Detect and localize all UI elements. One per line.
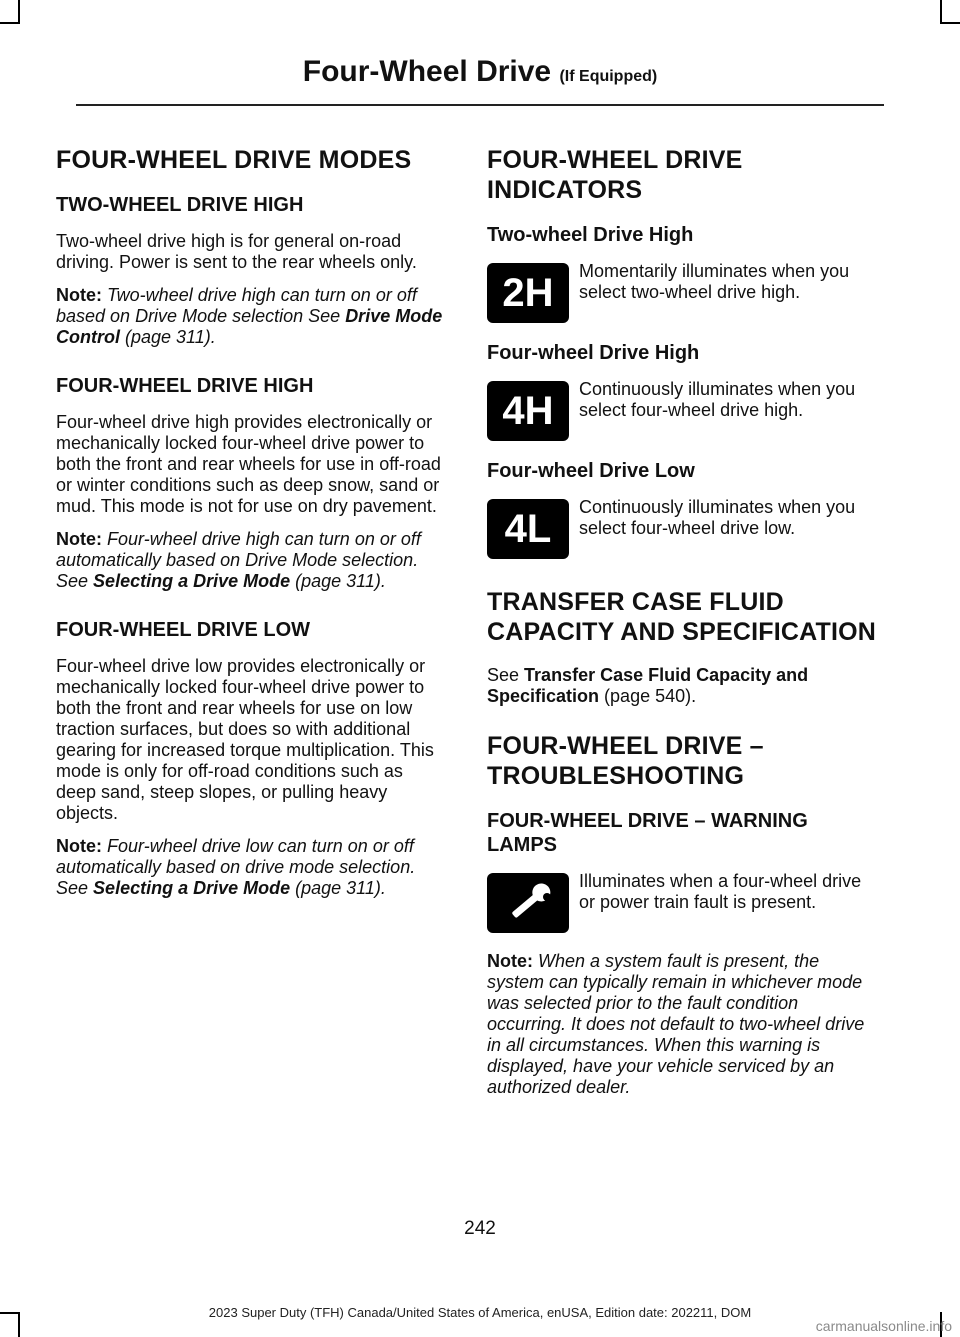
fwl-body: Four-wheel drive low provides electronically or mechanically locked four-wheel drive power to both the front and rear wheels for use on low traction surfaces, but does so with additional gearing for increased torque multiplication. This mode is only for off-road conditions such as deep sand, steep slopes, or pulling heavy objects.	[56, 656, 434, 823]
indicators-heading: FOUR-WHEEL DRIVE INDICATORS	[487, 146, 743, 204]
page-number: 242	[464, 1218, 496, 1239]
fwl-heading: FOUR-WHEEL DRIVE LOW	[56, 619, 311, 641]
wrench-icon	[487, 873, 569, 933]
fwh-body: Four-wheel drive high provides electronically or mechanically locked four-wheel drive power to both the front and rear wheels for use in off-road or winter conditions such as deep snow, sand or mud. This mode is not for use on dry pavement.	[56, 412, 441, 516]
page-ref: (page 311).	[295, 571, 386, 591]
note-label: Note:	[56, 285, 102, 305]
ind-4h-heading: Four-wheel Drive High	[487, 342, 700, 364]
ind-2h-text: Momentarily illuminates when you select two-wheel drive high.	[579, 261, 850, 302]
transfer-case-ref	[487, 665, 877, 707]
crop-mark	[940, 0, 942, 24]
drive-mode-control-link[interactable]: Drive Mode Control	[56, 306, 443, 347]
header-title: Four-Wheel Drive	[302, 55, 552, 88]
note-label: Note:	[56, 529, 102, 549]
selecting-drive-mode-link[interactable]: Selecting a Drive Mode	[93, 571, 291, 591]
indicator-2h	[487, 261, 877, 323]
selecting-drive-mode-link[interactable]: Selecting a Drive Mode	[93, 878, 291, 898]
indicator-wrench	[487, 871, 877, 933]
note-text: Four-wheel drive high can turn on or off automatically based on Drive Mode selection. See	[56, 529, 421, 591]
footer-text: 2023 Super Duty (TFH) Canada/United States of America, enUSA, Edition date: 202211, DOM	[208, 1305, 752, 1320]
indicator-4h	[487, 379, 877, 441]
ind-4l-text: Continuously illuminates when you select four-wheel drive low.	[579, 497, 856, 538]
troubleshooting-heading: FOUR-WHEEL DRIVE – TROUBLESHOOTING	[487, 732, 764, 790]
ind-2h-heading: Two-wheel Drive High	[487, 224, 694, 246]
right-column	[487, 145, 877, 1110]
page-ref: (page 311).	[125, 327, 216, 347]
ind-4h-text: Continuously illuminates when you select four-wheel drive high.	[579, 379, 856, 420]
crop-mark	[0, 22, 20, 24]
see-text: See	[487, 665, 520, 685]
fwl-note	[56, 836, 446, 899]
two-wheel-high-icon: 2H	[487, 263, 569, 323]
twh-body: Two-wheel drive high is for general on-road driving. Power is sent to the rear wheels only.	[56, 231, 417, 272]
twh-heading: TWO-WHEEL DRIVE HIGH	[56, 194, 304, 216]
modes-heading: FOUR-WHEEL DRIVE MODES	[56, 146, 412, 174]
note-label: Note:	[56, 836, 102, 856]
warning-lamps-heading: FOUR-WHEEL DRIVE – WARNING LAMPS	[487, 810, 808, 856]
four-wheel-low-icon: 4L	[487, 499, 569, 559]
crop-mark	[18, 0, 20, 24]
transfer-case-link[interactable]: Transfer Case Fluid Capacity and Specification	[487, 665, 809, 706]
warning-note	[487, 951, 877, 1098]
crop-mark	[940, 22, 960, 24]
note-label: Note:	[487, 951, 533, 971]
fwh-heading: FOUR-WHEEL DRIVE HIGH	[56, 375, 314, 397]
left-column	[56, 145, 446, 911]
warning-lamp-text: Illuminates when a four-wheel drive or power train fault is present.	[579, 871, 862, 912]
header-rule	[76, 104, 884, 106]
page-ref: (page 540).	[604, 686, 697, 706]
watermark: carmanualsonline.info	[815, 1318, 952, 1334]
page-ref: (page 311).	[295, 878, 386, 898]
ind-4l-heading: Four-wheel Drive Low	[487, 460, 695, 482]
fwh-note	[56, 529, 446, 592]
indicator-4l	[487, 497, 877, 559]
header-subtitle: (If Equipped)	[559, 68, 658, 85]
transfer-case-heading: TRANSFER CASE FLUID CAPACITY AND SPECIFICATION	[487, 588, 877, 646]
note-text: When a system fault is present, the system can typically remain in whichever mode was selected prior to the fault condition occurring. It does not default to two-wheel drive in all circumstances. When this warning is displayed, have your vehicle serviced by an authorized dealer.	[487, 951, 865, 1097]
four-wheel-high-icon: 4H	[487, 381, 569, 441]
note-text: Four-wheel drive low can turn on or off automatically based on drive mode selection. See	[56, 836, 416, 898]
note-text: Two-wheel drive high can turn on or off based on Drive Mode selection See	[56, 285, 417, 326]
twh-note	[56, 285, 446, 348]
page-header	[0, 55, 960, 89]
